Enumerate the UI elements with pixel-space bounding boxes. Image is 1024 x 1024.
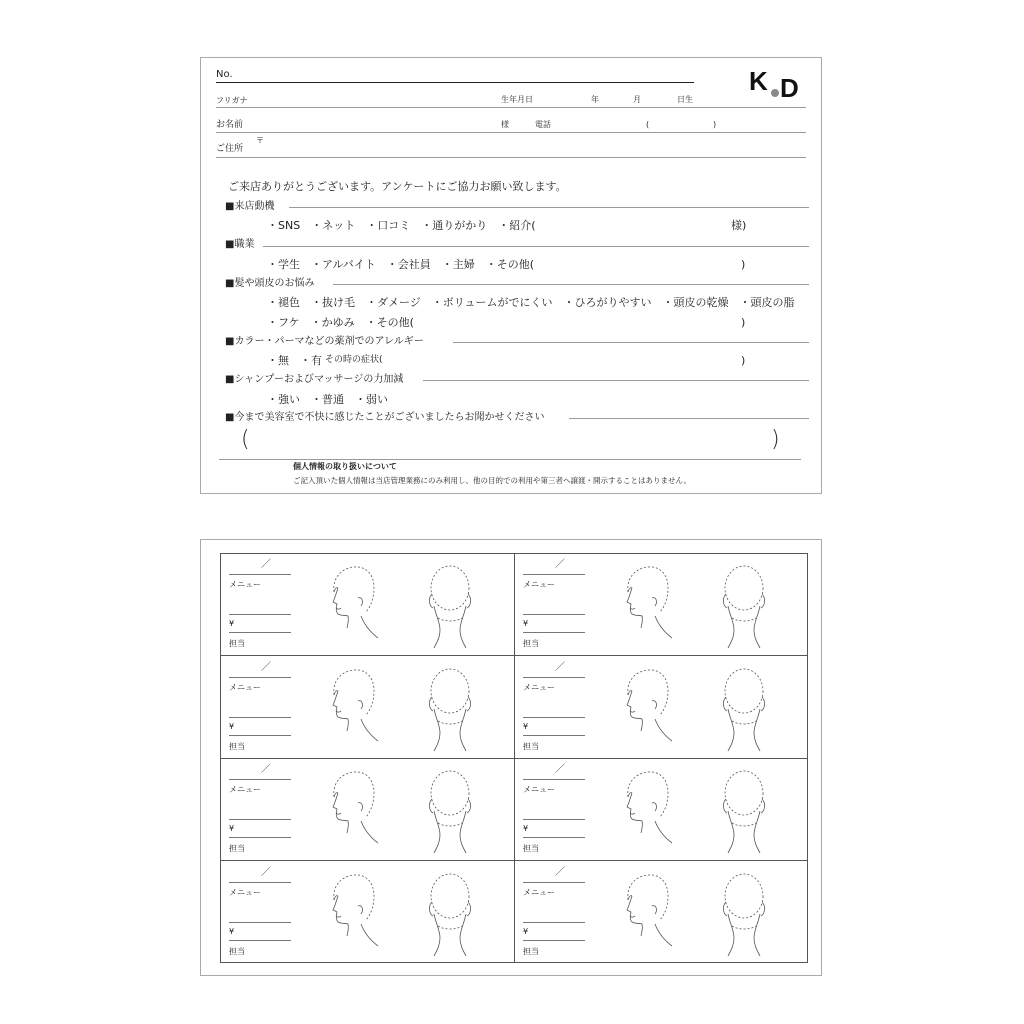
record-cell-1 [221,554,515,656]
head-diagram-icon [610,558,800,652]
phone-label: 電話 [535,120,551,129]
visit-reason-options[interactable]: ・SNS ・ネット ・口コミ ・通りがかり ・紹介( [267,219,536,232]
hair-concerns-close: ) [741,316,746,329]
date-slash: ／ [261,764,271,775]
record-cell-8 [515,862,809,964]
price-label: ¥ [229,926,235,936]
address-label: ご住所 [216,144,244,154]
postal-mark: 〒 [256,136,264,145]
no-line[interactable] [216,82,694,83]
staff-label: 担当 [523,946,539,956]
furigana-label: フリガナ [216,96,248,105]
menu-line[interactable] [523,614,585,615]
staff-label: 担当 [229,741,245,751]
date-line[interactable] [523,574,585,575]
date-line[interactable] [523,677,585,678]
address-line[interactable] [216,157,806,158]
menu-label: メニュー [523,682,555,692]
no-label: No. [216,69,233,80]
date-slash: ／ [261,661,271,673]
price-line[interactable] [229,940,291,941]
section-title-hair-concerns: ■髪や頭皮のお悩み [225,278,315,289]
furigana-line[interactable] [216,107,806,108]
pressure-options[interactable]: ・強い ・普通 ・弱い [267,393,388,406]
date-line[interactable] [229,574,291,575]
month-label: 月 [633,95,641,104]
hair-concerns-options-2[interactable]: ・フケ ・かゆみ ・その他( [267,316,414,329]
menu-line[interactable] [229,614,291,615]
occupation-close: ) [741,258,746,271]
date-slash: ／ [555,661,565,673]
price-label: ¥ [523,824,529,833]
section-title-occupation: ■職業 [225,239,255,250]
phone-paren-close: ) [713,120,717,129]
year-label: 年 [591,95,599,104]
allergy-close: ) [741,354,746,367]
section-title-complaints: ■今まで美容室で不快に感じたことがございましたらお聞かせください [225,412,545,423]
menu-label: メニュー [229,887,261,897]
staff-label: 担当 [229,639,245,648]
section-title-pressure: ■シャンプーおよびマッサージの力加減 [225,374,404,385]
name-line[interactable] [216,132,806,133]
price-line[interactable] [229,632,291,633]
price-label: ¥ [523,619,529,628]
price-label: ¥ [523,926,529,936]
complaints-paren-open: ( [241,427,250,452]
record-cell-2 [515,554,809,656]
price-label: ¥ [229,721,235,731]
staff-label: 担当 [523,844,539,853]
record-cell-6 [515,759,809,861]
allergy-symptom-label: その時の症状( [325,355,383,365]
section-rule [453,342,809,343]
menu-line[interactable] [229,922,291,923]
day-label: 日生 [677,95,693,104]
menu-label: メニュー [229,785,261,794]
occupation-options[interactable]: ・学生 ・アルバイト ・会社員 ・主婦 ・その他( [267,258,535,271]
section-rule [333,284,809,285]
name-label: お名前 [216,120,244,130]
date-line[interactable] [229,677,291,678]
record-cell-5 [221,759,515,861]
price-label: ¥ [229,824,235,833]
head-diagram-icon [610,661,800,755]
head-diagram-icon [316,558,506,652]
menu-label: メニュー [523,580,555,589]
kd-logo [749,66,809,102]
price-line[interactable] [229,735,291,736]
head-diagram-icon [316,866,506,960]
price-line[interactable] [229,837,291,838]
date-slash: ／ [555,866,565,878]
complaints-line[interactable] [219,459,801,460]
menu-line[interactable] [229,819,291,820]
logo-dot [771,89,779,97]
date-line[interactable] [523,882,585,883]
section-rule [423,380,809,381]
record-grid [220,553,808,963]
hair-concerns-options-1[interactable]: ・褪色 ・抜け毛 ・ダメージ ・ボリュームがでにくい ・ひろがりやすい ・頭皮の乾燥 ・頭皮の脂 [267,296,795,309]
logo-d: D [780,73,799,103]
questionnaire-front-card [200,57,822,494]
menu-label: メニュー [229,682,261,692]
menu-line[interactable] [229,717,291,718]
record-cell-7 [221,862,515,964]
head-diagram-icon [316,661,506,755]
complaints-paren-close[interactable]: ) [771,427,780,452]
date-slash: ／ [555,764,565,775]
price-line[interactable] [523,735,585,736]
sama-label: 様 [501,120,509,129]
date-line[interactable] [523,779,585,780]
birthdate-label: 生年月日 [501,95,533,104]
head-diagram-icon [610,866,800,960]
record-cell-4 [515,657,809,759]
visit-reason-close: 様) [731,219,747,232]
logo-k: K [749,66,768,96]
menu-label: メニュー [523,785,555,794]
greeting-text: ご来店ありがとうございます。アンケートにご協力お願い致します。 [228,180,567,193]
date-line[interactable] [229,779,291,780]
date-line[interactable] [229,882,291,883]
menu-line[interactable] [523,922,585,923]
price-line[interactable] [523,940,585,941]
date-slash: ／ [261,866,271,878]
menu-label: メニュー [523,887,555,897]
price-line[interactable] [523,837,585,838]
record-cell-3 [221,657,515,759]
staff-label: 担当 [229,946,245,956]
menu-label: メニュー [229,580,261,589]
staff-label: 担当 [523,639,539,648]
price-label: ¥ [523,721,529,731]
phone-paren-open: ( [646,120,650,129]
section-rule [569,418,809,419]
menu-line[interactable] [523,717,585,718]
price-line[interactable] [523,632,585,633]
menu-line[interactable] [523,819,585,820]
staff-label: 担当 [523,741,539,751]
price-label: ¥ [229,619,235,628]
privacy-text: ご記入頂いた個人情報は当店管理業務にのみ利用し、他の目的での利用や第三者へ譲渡・開示することはありません。 [293,476,691,485]
head-diagram-icon [610,763,800,857]
allergy-options[interactable]: ・無 ・有 [267,354,322,367]
privacy-title: 個人情報の取り扱いについて [293,462,397,471]
staff-label: 担当 [229,844,245,853]
head-diagram-icon [316,763,506,857]
section-rule [263,246,809,247]
section-title-visit-reason: ■来店動機 [225,201,275,212]
section-rule [289,207,809,208]
treatment-record-back-card [200,539,822,976]
date-slash: ／ [555,559,565,570]
date-slash: ／ [261,559,271,570]
section-title-allergy: ■カラー・パーマなどの薬剤でのアレルギー [225,336,424,347]
